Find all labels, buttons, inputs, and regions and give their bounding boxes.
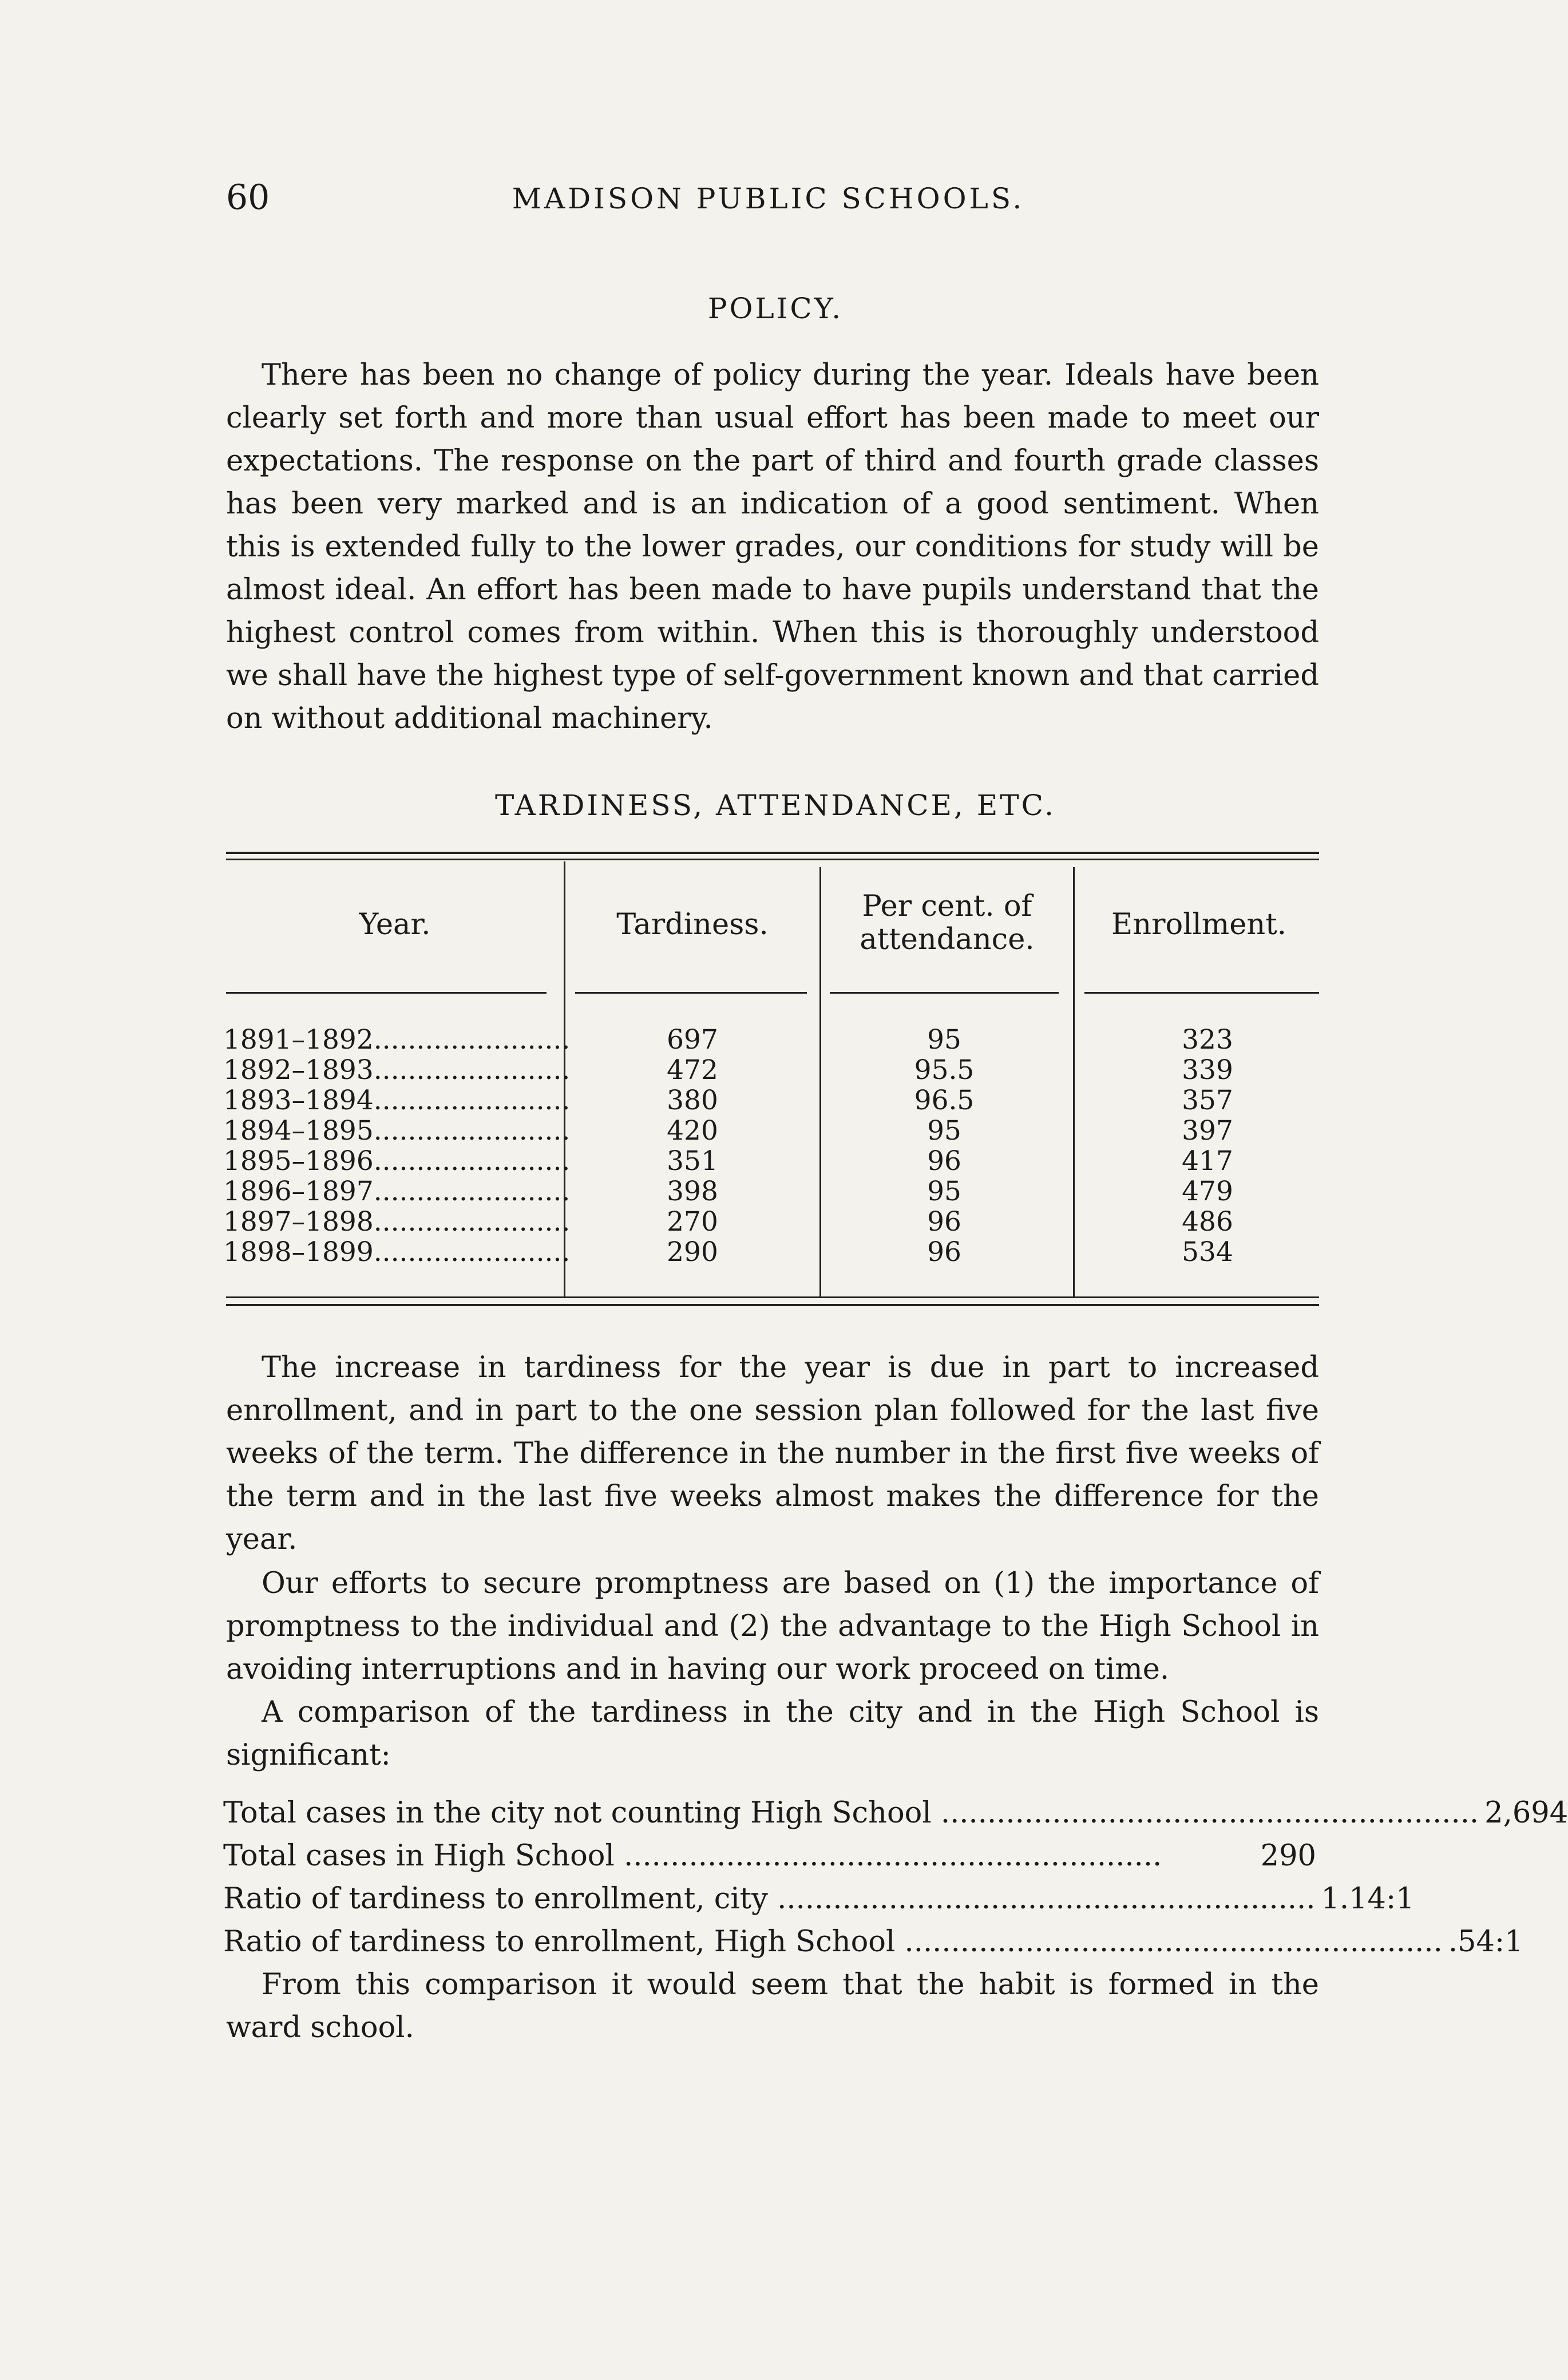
table-cell-attendance: 96 [927, 1236, 961, 1268]
table-cell-tardiness: 697 [667, 1024, 718, 1055]
table-cell-enrollment: 417 [1182, 1145, 1233, 1177]
header-underline [1084, 992, 1319, 994]
table-cell-attendance: 96 [927, 1145, 961, 1177]
page-number: 60 [226, 177, 270, 218]
table-top-rule-inner [226, 859, 1319, 860]
comparison-row [223, 1835, 1316, 1877]
column-divider [1073, 867, 1075, 1296]
table-cell-enrollment: 479 [1182, 1176, 1233, 1207]
header-underline [830, 992, 1059, 994]
column-header-year: Year. [359, 908, 431, 942]
paragraph-conclusion: From this comparison it would seem that the habit is formed in the ward school. [226, 1968, 1319, 2045]
table-cell-attendance: 95.5 [914, 1054, 975, 1086]
table-cell-tardiness: 270 [667, 1206, 718, 1238]
header-underline [226, 992, 547, 994]
table-cell-attendance: 95 [927, 1024, 961, 1055]
table-cell-year: 1891–1892....................... [223, 1024, 571, 1055]
table-cell-attendance: 96.5 [914, 1085, 975, 1116]
table-cell-tardiness: 351 [667, 1145, 718, 1177]
running-title: MADISON PUBLIC SCHOOLS. [512, 182, 1025, 215]
table-cell-enrollment: 323 [1182, 1024, 1233, 1055]
header-underline [575, 992, 807, 994]
paragraph-comparison-intro: A comparison of the tardiness in the city and in the High School is significant: [226, 1695, 1319, 1772]
tardiness-column [572, 1025, 813, 1267]
policy-heading: POLICY. [707, 292, 844, 325]
table-cell-attendance: 95 [927, 1115, 961, 1146]
comparison-row [223, 1877, 1415, 1920]
comparison-value: 1.14:1 [1321, 1882, 1415, 1916]
comparison-list [223, 1792, 1568, 1963]
column-header-attendance: Per cent. of attendance. [860, 889, 1035, 956]
column-header-tardiness: Tardiness. [616, 908, 769, 942]
column-divider [819, 867, 821, 1296]
table-cell-enrollment: 339 [1182, 1054, 1233, 1086]
table-cell-tardiness: 398 [667, 1176, 718, 1207]
table-cell-tardiness: 420 [667, 1115, 718, 1146]
table-heading: TARDINESS, ATTENDANCE, ETC. [494, 789, 1056, 822]
comparison-value: 2,694 [1484, 1796, 1568, 1830]
table-cell-enrollment: 397 [1182, 1115, 1233, 1146]
comparison-row [223, 1920, 1523, 1963]
table-cell-year: 1895–1896....................... [223, 1145, 571, 1177]
table-cell-year: 1898–1899....................... [223, 1236, 571, 1268]
table-cell-attendance: 95 [927, 1176, 961, 1207]
table-cell-year: 1894–1895....................... [223, 1115, 571, 1146]
table-cell-enrollment: 357 [1182, 1085, 1233, 1116]
comparison-row [223, 1792, 1568, 1835]
table-cell-tardiness: 290 [667, 1236, 718, 1268]
table-bottom-rule [226, 1296, 1319, 1298]
table-cell-year: 1897–1898....................... [223, 1206, 571, 1238]
page-header [226, 177, 1310, 223]
table-cell-enrollment: 534 [1182, 1236, 1233, 1268]
table-cell-tardiness: 472 [667, 1054, 718, 1086]
year-column [223, 1024, 571, 1268]
enrollment-column [1087, 1025, 1328, 1267]
table-cell-year: 1896–1897....................... [223, 1176, 571, 1207]
table-cell-attendance: 96 [927, 1206, 961, 1238]
comparison-label: Ratio of tardiness to enrollment, High School .......................................................... [223, 1925, 1443, 1959]
table-cell-year: 1893–1894....................... [223, 1085, 571, 1116]
column-header-enrollment: Enrollment. [1111, 908, 1286, 942]
table-cell-year: 1892–1893....................... [223, 1054, 571, 1086]
comparison-label: Total cases in High School .......................................................... [223, 1839, 1162, 1873]
table-bottom-rule-outer [226, 1304, 1319, 1306]
table-cell-tardiness: 380 [667, 1085, 718, 1116]
table-cell-enrollment: 486 [1182, 1206, 1233, 1238]
attendance-column [830, 1025, 1059, 1267]
comparison-value: .54:1 [1448, 1925, 1523, 1959]
policy-paragraph: There has been no change of policy during the year. Ideals have been clearly set forth and more than usual effort has been made to meet our expectations. The response on the part of third and fourth grade classes has been very marked and is an indication of a good sentiment. When this is extended fully to the lower grades, our conditions for study will be almost ideal. An effort has been made to have pupils understand that the highest control comes from within. When this is thoroughly understood we shall have the highest type of self-government known and that carried on without additional machinery. [226, 358, 1319, 736]
table-top-rule [226, 852, 1319, 854]
comparison-value: 290 [1260, 1839, 1316, 1873]
comparison-label: Total cases in the city not counting High School .......................................................... [223, 1796, 1479, 1830]
paragraph-tardiness-increase: The increase in tardiness for the year is due in part to increased enrollment, and in part to the one session plan followed for the last five weeks of the term. The difference in the number in the first five weeks of the term and in the last five weeks almost makes the difference for the year. [226, 1351, 1319, 1556]
comparison-label: Ratio of tardiness to enrollment, city .......................................................... [223, 1882, 1316, 1916]
paragraph-promptness: Our efforts to secure promptness are based on (1) the importance of promptness to the individual and (2) the advantage to the High School in avoiding interruptions and in having our work proceed on time. [226, 1567, 1319, 1686]
